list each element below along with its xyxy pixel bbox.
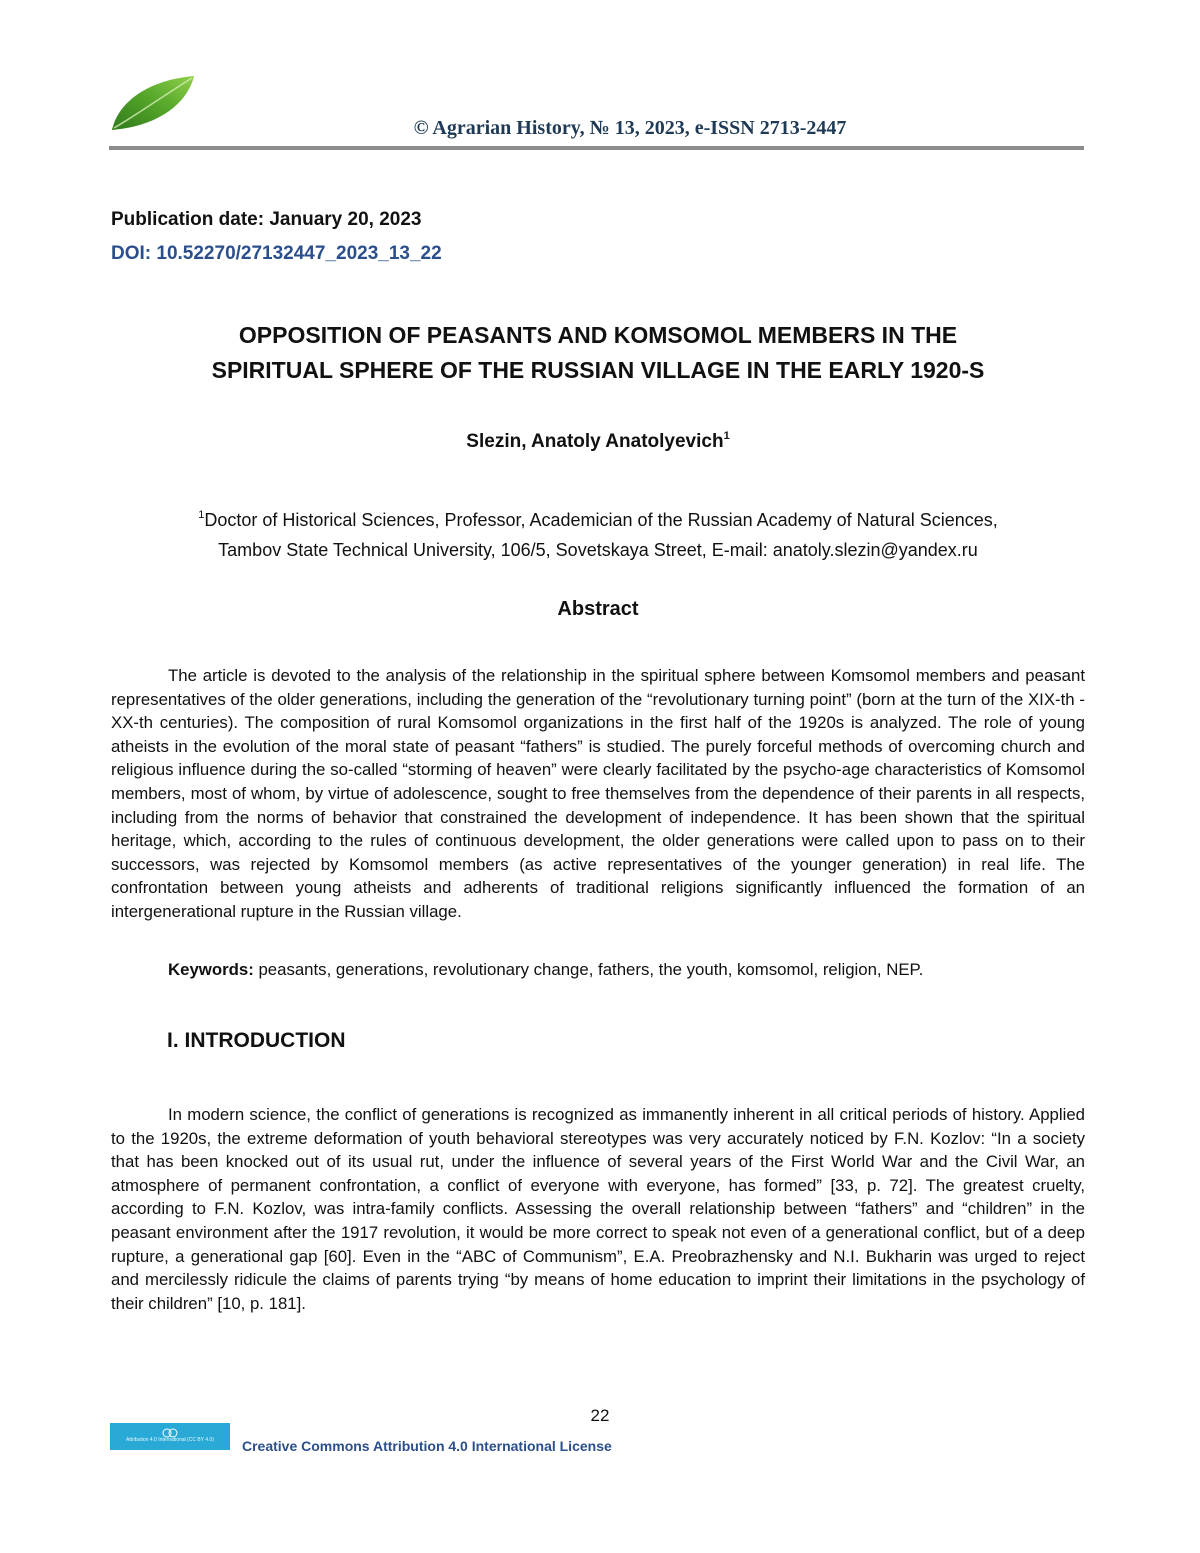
leaf-icon	[108, 74, 200, 132]
abstract-heading: Abstract	[557, 598, 639, 620]
header-divider	[109, 146, 1084, 150]
author-footnote-mark: 1	[723, 430, 730, 442]
doi-link[interactable]: DOI: 10.52270/27132447_2023_13_22	[111, 243, 442, 264]
author-text: Slezin, Anatoly Anatolyevich	[466, 431, 724, 452]
publication-date: Publication date: January 20, 2023	[111, 209, 422, 230]
page-number: 22	[590, 1406, 610, 1425]
introduction-text: In modern science, the conflict of generations is recognized as immanently inherent in all critical periods of history. Applied to the 1920s, the extreme deformation of youth behavioral stereotypes was very accurately noticed by F.N. Kozlov: “In a society that has been knocked out of its usual rut, under the influence of several years of the First World War and the Civil War, an atmosphere of permanent confrontation, a conflict of everyone with everyone, has formed” [33, p. 72]. The greatest cruelty, according to F.N. Kozlov, was intra-family conflicts. Assessing the overall relationship between “fathers” and “children” in the peasant environment after the 1917 revolution, it would be more correct to speak not even of a generational conflict, but of a deep rupture, a generational gap [60]. Even in the “ABC of Communism”, E.A. Preobrazhensky and N.I. Bukharin was urged to reject and mercilessly ridicule the claims of parents trying “by means of home education to imprint their limitations in the psychology of their children” [10, p. 181].	[111, 1105, 1085, 1313]
article-title	[110, 318, 1086, 388]
journal-header: © Agrarian History, № 13, 2023, e-ISSN 2713-2447	[413, 117, 847, 139]
affiliation-line-1: Doctor of Historical Sciences, Professor, Academician of the Russian Academy of Natural Sciences,	[204, 510, 998, 530]
abstract-text: The article is devoted to the analysis of the relationship in the spiritual sphere between Komsomol members and peasant representatives of the older generations, including the generation of the “revolutionary turning point” (born at the turn of the XIX-th - XX-th centuries). The composition of rural Komsomol organizations in the first half of the 1920s is analyzed. The role of young atheists in the evolution of the moral state of peasant “fathers” is studied. The purely forceful methods of overcoming church and religious influence during the so-called “storming of heaven” were clearly facilitated by the psycho-age characteristics of Komsomol members, most of whom, by virtue of adolescence, sought to free themselves from the dependence of their parents in all respects, including from the norms of behavior that constrained the development of independence. It has been shown that the spiritual heritage, which, according to the rules of continuous development, the older generations were called upon to pass on to their successors, was rejected by Komsomol members (as active representatives of the younger generation) in real life. The confrontation between young atheists and adherents of traditional religions significantly influenced the formation of an intergenerational rupture in the Russian village.	[111, 666, 1085, 921]
license-link[interactable]: Creative Commons Attribution 4.0 International License	[242, 1438, 612, 1454]
cc-by-icon	[162, 1425, 178, 1435]
cc-badge-text: Attribution 4.0 International (CC BY 4.0)	[125, 1437, 214, 1443]
title-line-2: SPIRITUAL SPHERE OF THE RUSSIAN VILLAGE IN THE EARLY 1920-S	[211, 357, 985, 383]
keywords-label: Keywords:	[168, 960, 254, 979]
cc-license-badge[interactable]	[110, 1423, 230, 1450]
affiliation-footnote-mark: 1	[198, 509, 205, 521]
introduction-heading: I. INTRODUCTION	[167, 1029, 346, 1052]
author-name	[110, 430, 1086, 453]
title-line-1: OPPOSITION OF PEASANTS AND KOMSOMOL MEMBERS IN THE	[238, 322, 958, 348]
keywords	[168, 960, 923, 980]
keywords-list: peasants, generations, revolutionary change, fathers, the youth, komsomol, religion, NEP.	[253, 960, 924, 979]
affiliation	[110, 500, 1086, 565]
affiliation-line-2: Tambov State Technical University, 106/5, Sovetskaya Street, E-mail: anatoly.slezin@yandex.ru	[218, 540, 978, 560]
